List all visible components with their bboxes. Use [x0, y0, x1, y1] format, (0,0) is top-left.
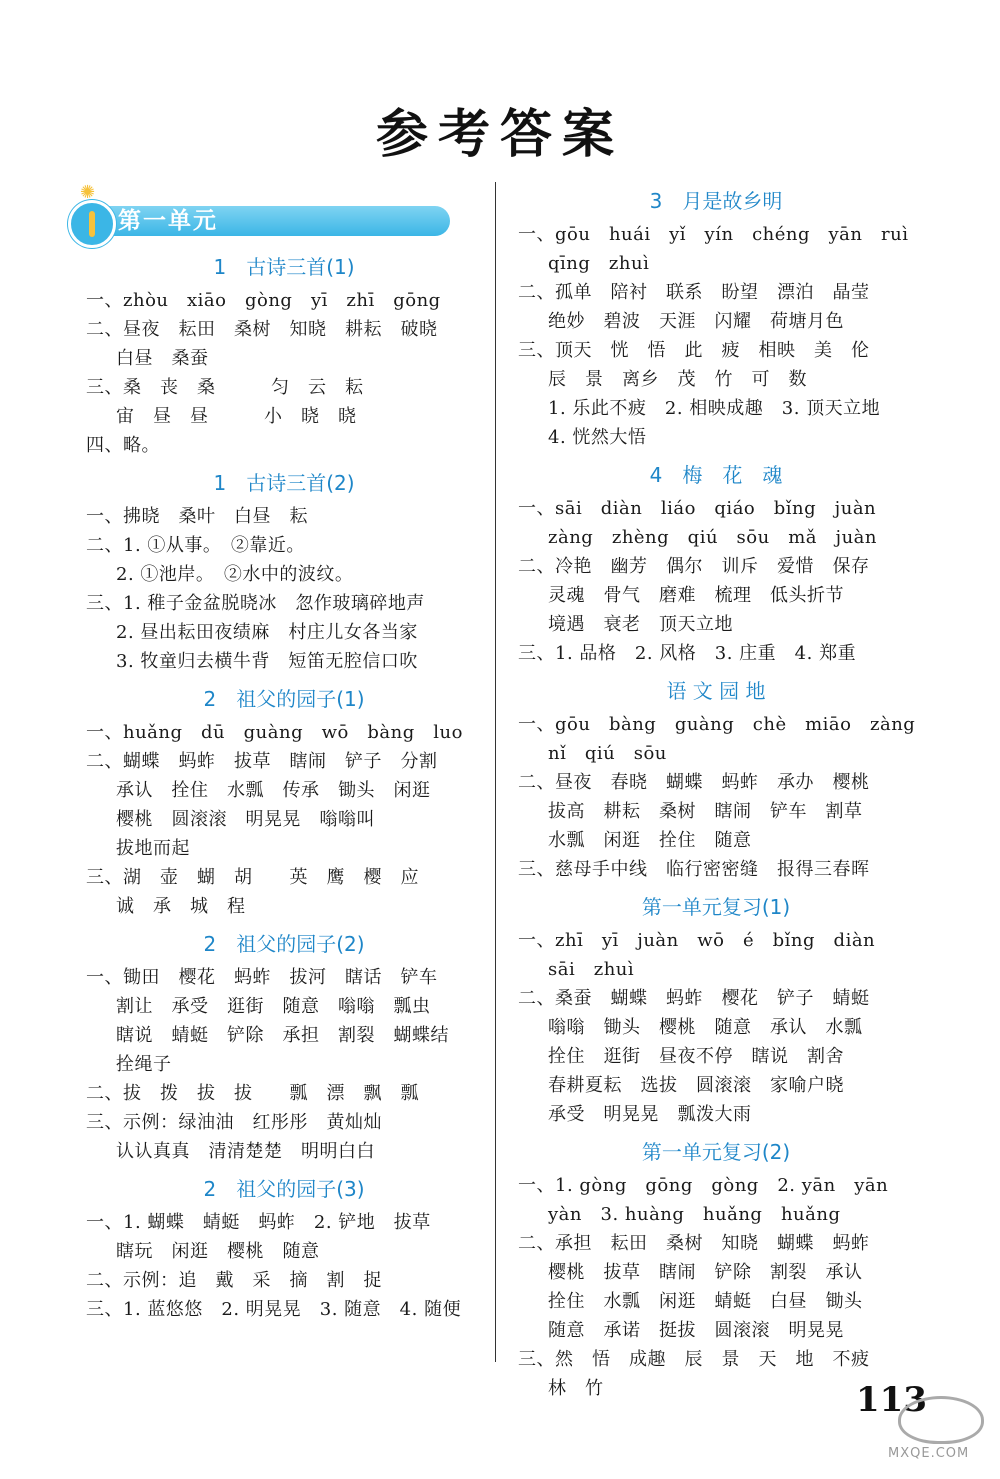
answer-line: 四、略。 — [86, 435, 160, 456]
section-title: 4 梅 花 魂 — [649, 463, 783, 487]
answer-line: 3. 牧童归去横牛背 短笛无腔信口吹 — [116, 651, 418, 672]
unit-banner-title: 第一单元 — [118, 208, 218, 234]
watermark-url: MXQE.COM — [888, 1446, 970, 1461]
answer-section — [86, 1174, 482, 1324]
answer-line: 辰 景 离乡 茂 竹 可 数 — [548, 369, 807, 390]
answer-line: 一、1. gòng gōng gòng 2. yān yān — [518, 1175, 889, 1196]
giraffe-icon — [68, 200, 116, 248]
watermark-logo-icon — [898, 1396, 984, 1444]
answer-line: 境遇 衰老 顶天立地 — [548, 614, 733, 635]
answer-line: 随意 承诺 挺拔 圆滚滚 明晃晃 — [548, 1320, 844, 1341]
answer-section — [86, 252, 482, 460]
answer-line: 2. ①池岸。 ②水中的波纹。 — [116, 564, 354, 585]
watermark — [880, 1396, 990, 1470]
page-number: 113 — [856, 1380, 927, 1420]
answer-line: 4. 恍然大悟 — [548, 427, 647, 448]
answer-line: 水瓢 闲逛 拴住 随意 — [548, 830, 752, 851]
answer-line: 2. 昼出耘田夜绩麻 村庄儿女各当家 — [116, 622, 418, 643]
answer-line: qīng zhuì — [548, 253, 650, 274]
answer-line: 绝妙 碧波 天涯 闪耀 荷塘月色 — [548, 311, 844, 332]
answer-line: 春耕夏耘 选拔 圆滚滚 家喻户晓 — [548, 1075, 844, 1096]
answer-line: nǐ qiú sōu — [548, 743, 667, 764]
section-title: 1 古诗三首(1) — [213, 255, 355, 279]
answer-line: 承受 明晃晃 瓢泼大雨 — [548, 1104, 752, 1125]
answer-line: 二、拔 拨 拔 拔 瓢 漂 飘 瓢 — [86, 1083, 419, 1104]
answer-line: 二、孤单 陪衬 联系 盼望 漂泊 晶莹 — [518, 282, 870, 303]
answer-line: 拴绳子 — [116, 1054, 172, 1075]
answer-line: 1. 乐此不疲 2. 相映成趣 3. 顶天立地 — [548, 398, 881, 419]
answer-line: 二、昼夜 春晓 蝴蝶 蚂蚱 承办 樱桃 — [518, 772, 870, 793]
answer-line: 三、示例：绿油油 红彤彤 黄灿灿 — [86, 1112, 382, 1133]
right-column — [518, 178, 914, 1407]
answer-line: 三、桑 丧 桑 匀 云 耘 — [86, 377, 364, 398]
answer-line: 一、sāi diàn liáo qiáo bǐng juàn — [518, 498, 877, 519]
answer-line: 拴住 逛街 昼夜不停 瞎说 割舍 — [548, 1046, 844, 1067]
column-divider — [495, 182, 496, 1362]
answer-line: 嗡嗡 锄头 樱桃 随意 承认 水瓢 — [548, 1017, 863, 1038]
section-title: 第一单元复习(2) — [641, 1140, 791, 1164]
answer-section — [518, 460, 914, 668]
left-column — [80, 176, 482, 1328]
answer-line: 瞎说 蜻蜓 铲除 承担 割裂 蝴蝶结 — [116, 1025, 449, 1046]
answer-line: 三、湖 壶 蝴 胡 英 鹰 樱 应 — [86, 867, 419, 888]
answer-line: 一、huǎng dū guàng wō bàng luo — [86, 722, 463, 743]
answer-line: 樱桃 圆滚滚 明晃晃 嗡嗡叫 — [116, 809, 375, 830]
page-title: 参考答案 — [375, 105, 624, 165]
answer-line: 认认真真 清清楚楚 明明白白 — [116, 1141, 375, 1162]
answer-line: yàn 3. huàng huǎng huǎng — [548, 1204, 841, 1225]
answer-line: 二、昼夜 耘田 桑树 知晓 耕耘 破晓 — [86, 319, 438, 340]
left-sections — [86, 252, 482, 1324]
answer-line: 宙 昼 昼 小 晓 晓 — [116, 406, 357, 427]
answer-line: 拔高 耕耘 桑树 瞎闹 铲车 割草 — [548, 801, 863, 822]
answer-line: 二、蝴蝶 蚂蚱 拔草 瞎闹 铲子 分割 — [86, 751, 438, 772]
answer-line: 三、然 悟 成趣 辰 景 天 地 不疲 — [518, 1349, 870, 1370]
answer-line: 二、承担 耘田 桑树 知晓 蝴蝶 蚂蚱 — [518, 1233, 870, 1254]
answer-line: 瞎玩 闲逛 樱桃 随意 — [116, 1241, 320, 1262]
right-sections — [518, 186, 914, 1403]
answer-line: 割让 承受 逛街 随意 嗡嗡 瓢虫 — [116, 996, 431, 1017]
answer-line: 二、冷艳 幽芳 偶尔 训斥 爱惜 保存 — [518, 556, 870, 577]
section-title: 1 古诗三首(2) — [213, 471, 355, 495]
answer-line: 拔地而起 — [116, 838, 190, 859]
answer-line: 一、gōu huái yǐ yín chéng yān ruì — [518, 224, 909, 245]
answer-line: 拴住 水瓢 闲逛 蜻蜓 白昼 锄头 — [548, 1291, 863, 1312]
answer-line: 一、zhī yī juàn wō é bǐng diàn — [518, 930, 876, 951]
answer-line: zàng zhèng qiú sōu mǎ juàn — [548, 527, 878, 548]
section-title: 第一单元复习(1) — [641, 895, 791, 919]
answer-line: sāi zhuì — [548, 959, 635, 980]
answer-line: 二、1. ①从事。 ②靠近。 — [86, 535, 305, 556]
answer-section — [86, 468, 482, 676]
answer-line: 白昼 桑蚕 — [116, 348, 209, 369]
answer-section — [518, 676, 914, 884]
answer-section — [86, 929, 482, 1166]
answer-section — [518, 892, 914, 1129]
sun-icon: ✺ — [80, 182, 96, 203]
answer-line: 一、锄田 樱花 蚂蚱 拔河 瞎话 铲车 — [86, 967, 438, 988]
section-title: 2 祖父的园子(3) — [203, 1177, 365, 1201]
answer-line: 三、1. 蓝悠悠 2. 明晃晃 3. 随意 4. 随便 — [86, 1299, 462, 1320]
answer-line: 一、拂晓 桑叶 白昼 耘 — [86, 506, 308, 527]
answer-line: 诚 承 城 程 — [116, 896, 246, 917]
answer-section — [518, 1137, 914, 1403]
section-title: 2 祖父的园子(1) — [203, 687, 365, 711]
answer-line: 林 竹 — [548, 1378, 604, 1399]
unit-banner — [68, 182, 482, 244]
answer-line: 承认 拴住 水瓢 传承 锄头 闲逛 — [116, 780, 431, 801]
answer-line: 二、桑蚕 蝴蝶 蚂蚱 樱花 铲子 蜻蜓 — [518, 988, 870, 1009]
answer-line: 三、顶天 恍 悟 此 疲 相映 美 伦 — [518, 340, 870, 361]
answer-line: 樱桃 拔草 瞎闹 铲除 割裂 承认 — [548, 1262, 863, 1283]
answer-line: 一、zhòu xiāo gòng yī zhī gōng — [86, 290, 441, 311]
answer-section — [86, 684, 482, 921]
answer-line: 三、1. 品格 2. 风格 3. 庄重 4. 郑重 — [518, 643, 857, 664]
answer-line: 二、示例：追 戴 采 摘 割 捉 — [86, 1270, 382, 1291]
section-title: 语 文 园 地 — [666, 679, 766, 703]
answer-line: 三、1. 稚子金盆脱晓冰 忽作玻璃碎地声 — [86, 593, 425, 614]
answer-line: 一、gōu bàng guàng chè miāo zàng — [518, 714, 916, 735]
section-title: 2 祖父的园子(2) — [203, 932, 365, 956]
answer-line: 一、1. 蝴蝶 蜻蜓 蚂蚱 2. 铲地 拔草 — [86, 1212, 431, 1233]
answer-line: 灵魂 骨气 磨难 梳理 低头折节 — [548, 585, 844, 606]
answer-line: 三、慈母手中线 临行密密缝 报得三春晖 — [518, 859, 870, 880]
section-title: 3 月是故乡明 — [649, 189, 783, 213]
answer-section — [518, 186, 914, 452]
